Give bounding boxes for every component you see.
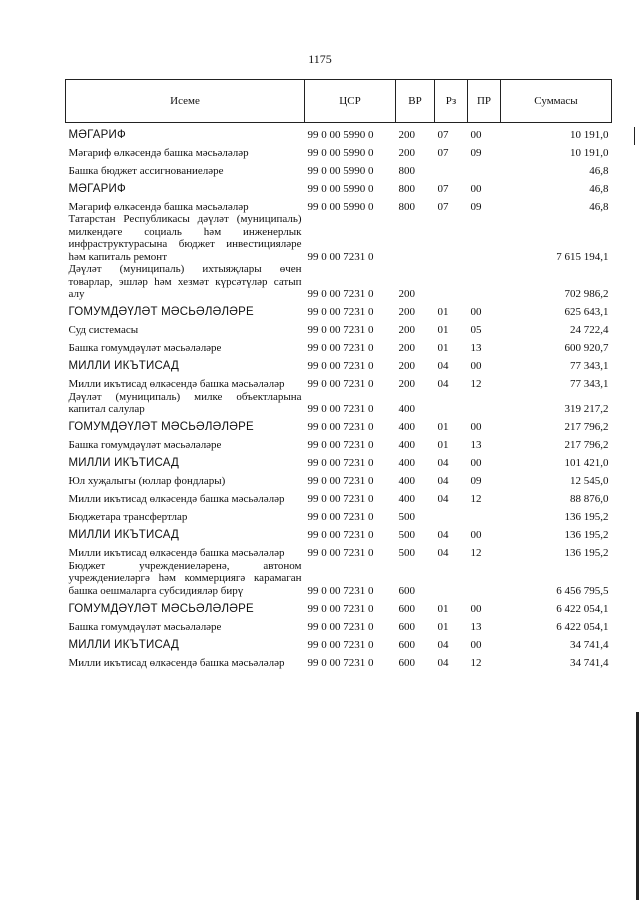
cell-pr: 13	[470, 342, 482, 354]
cell-vr: 800	[398, 164, 415, 177]
table-row	[66, 488, 612, 506]
cell-sum: 600 920,7	[564, 342, 609, 354]
cell-pr	[468, 159, 501, 177]
cell-pr	[468, 560, 501, 598]
cell-name: Милли икътисад өлкәсендә башка мәсьәләләр	[68, 378, 285, 390]
cell-sum: 217 796,2	[564, 421, 609, 433]
cell-vr: 400	[398, 439, 415, 451]
cell-csr: 99 0 00 7231 0	[307, 620, 374, 633]
cell-vr: 200	[398, 342, 415, 354]
cell-vr: 600	[398, 620, 415, 633]
table-row	[66, 597, 612, 615]
cell-pr: 00	[470, 602, 482, 615]
table-row	[66, 524, 612, 542]
cell-vr	[396, 213, 435, 263]
table-row	[66, 560, 612, 598]
cell-sum: 10 191,0	[570, 146, 609, 159]
cell-vr: 200	[398, 324, 415, 336]
cell-pr: 00	[470, 182, 482, 195]
table-row	[66, 470, 612, 488]
cell-pr: 00	[470, 306, 482, 318]
cell-name: Башка гомумдәүләт мәсьәләләре	[68, 342, 222, 354]
table-body	[66, 123, 612, 670]
cell-name: Милли икътисад өлкәсендә башка мәсьәләләр	[68, 656, 285, 669]
cell-pr: 09	[470, 200, 482, 213]
header-sum: Суммасы	[501, 80, 612, 123]
cell-csr: 99 0 00 7231 0	[307, 360, 374, 372]
table-row	[66, 416, 612, 434]
table-row	[66, 263, 612, 301]
cell-csr: 99 0 00 5990 0	[307, 146, 374, 159]
cell-sum: 136 195,2	[564, 547, 609, 559]
cell-csr: 99 0 00 7231 0	[307, 403, 374, 415]
cell-name: МИЛЛИ ИКЪТИСАД	[68, 638, 179, 651]
cell-pr: 12	[470, 547, 482, 559]
table-row	[66, 373, 612, 391]
cell-vr: 200	[398, 306, 415, 318]
cell-rz: 04	[437, 475, 449, 487]
table-row	[66, 177, 612, 195]
cell-vr: 400	[398, 421, 415, 433]
cell-sum: 702 986,2	[564, 288, 609, 300]
cell-csr: 99 0 00 7231 0	[307, 250, 374, 263]
cell-vr: 600	[398, 602, 415, 615]
cell-csr: 99 0 00 7231 0	[307, 547, 374, 559]
table-header	[66, 80, 612, 123]
table-row	[66, 506, 612, 524]
cell-sum: 46,8	[589, 182, 609, 195]
cell-pr: 00	[470, 638, 482, 651]
cell-pr: 13	[470, 620, 482, 633]
cell-vr: 800	[398, 182, 415, 195]
cell-vr: 200	[398, 360, 415, 372]
cell-rz: 04	[437, 493, 449, 505]
cell-csr: 99 0 00 7231 0	[307, 421, 374, 433]
cell-vr: 600	[398, 638, 415, 651]
table-row	[66, 301, 612, 319]
table-row	[66, 337, 612, 355]
cell-sum: 34 741,4	[570, 638, 609, 651]
cell-pr: 12	[470, 493, 482, 505]
cell-pr: 00	[470, 360, 482, 372]
cell-name: Дәүләт (муниципаль) милке объектларына капитал салулар	[68, 390, 302, 415]
table-row	[66, 651, 612, 669]
cell-sum: 12 545,0	[570, 475, 609, 487]
cell-csr: 99 0 00 7231 0	[307, 602, 374, 615]
cell-csr: 99 0 00 7231 0	[307, 511, 374, 523]
page-number: 1175	[308, 52, 332, 66]
header-csr: ЦСР	[305, 80, 396, 123]
cell-vr: 600	[398, 656, 415, 669]
cell-csr: 99 0 00 7231 0	[307, 529, 374, 541]
cell-sum: 101 421,0	[564, 457, 609, 469]
table-row	[66, 452, 612, 470]
cell-name: Милли икътисад өлкәсендә башка мәсьәләләр	[68, 547, 285, 559]
cell-rz: 07	[437, 146, 449, 159]
cell-vr: 200	[398, 288, 415, 300]
table-row	[66, 141, 612, 159]
cell-csr: 99 0 00 5990 0	[307, 182, 374, 195]
cell-rz: 01	[437, 342, 449, 354]
cell-sum: 88 876,0	[570, 493, 609, 505]
cell-name: МИЛЛИ ИКЪТИСАД	[68, 457, 179, 469]
cell-csr: 99 0 00 5990 0	[307, 164, 374, 177]
cell-rz: 07	[437, 200, 449, 213]
cell-rz	[435, 506, 468, 524]
cell-rz: 04	[437, 360, 449, 372]
cell-pr: 13	[470, 439, 482, 451]
cell-sum: 10 191,0	[570, 128, 609, 141]
cell-sum: 46,8	[589, 164, 609, 177]
cell-pr	[468, 263, 501, 301]
table-row	[66, 319, 612, 337]
cell-csr: 99 0 00 7231 0	[307, 288, 374, 300]
cell-vr: 200	[398, 128, 415, 141]
cell-rz: 01	[437, 421, 449, 433]
cell-csr: 99 0 00 7231 0	[307, 342, 374, 354]
cell-csr: 99 0 00 7231 0	[307, 324, 374, 336]
table-row	[66, 355, 612, 373]
cell-rz: 07	[437, 128, 449, 141]
cell-sum: 6 422 054,1	[556, 620, 609, 633]
cell-name: Мәгариф өлкәсендә башка мәсьәләләр	[68, 200, 249, 213]
cell-pr: 12	[470, 656, 482, 669]
cell-pr: 00	[470, 128, 482, 141]
cell-vr: 400	[398, 493, 415, 505]
cell-pr: 09	[470, 146, 482, 159]
table-row	[66, 615, 612, 633]
cell-name: МӘГАРИФ	[68, 182, 126, 195]
table-row	[66, 542, 612, 560]
budget-table	[65, 79, 612, 669]
cell-sum: 34 741,4	[570, 656, 609, 669]
cell-vr: 500	[398, 547, 415, 559]
cell-sum: 24 722,4	[570, 324, 609, 336]
cell-csr: 99 0 00 7231 0	[307, 378, 374, 390]
cell-name: Татарстан Республикасы дәүләт (муниципаль) милкендәге социаль һәм инженерлык инфраструктурасына бюджет инвестицияләре һәм капиталь ремонт	[68, 213, 302, 263]
cell-sum: 319 217,2	[564, 403, 609, 415]
cell-vr: 800	[398, 200, 415, 213]
cell-name: Башка гомумдәүләт мәсьәләләре	[68, 439, 222, 451]
cell-sum: 77 343,1	[570, 378, 609, 390]
cell-rz	[435, 560, 468, 598]
cell-csr: 99 0 00 7231 0	[307, 457, 374, 469]
cell-pr	[468, 391, 501, 416]
cell-name: МӘГАРИФ	[68, 128, 126, 141]
table-row	[66, 213, 612, 263]
cell-rz: 01	[437, 439, 449, 451]
cell-rz	[435, 213, 468, 263]
cell-vr: 400	[398, 403, 415, 415]
header-pr: ПР	[468, 80, 501, 123]
table-row	[66, 123, 612, 142]
cell-csr: 99 0 00 5990 0	[307, 200, 374, 213]
cell-sum: 136 195,2	[564, 529, 609, 541]
cell-csr: 99 0 00 7231 0	[307, 439, 374, 451]
cell-name: Суд системасы	[68, 324, 139, 336]
cell-sum: 625 643,1	[564, 306, 609, 318]
cell-vr: 200	[398, 146, 415, 159]
cell-sum: 6 456 795,5	[556, 584, 609, 597]
cell-rz: 01	[437, 306, 449, 318]
cell-name: ГОМУМДӘҮЛӘТ МӘСЬӘЛӘЛӘРЕ	[68, 306, 254, 318]
cell-csr: 99 0 00 5990 0	[307, 128, 374, 141]
cell-vr: 200	[398, 378, 415, 390]
cell-pr: 00	[470, 421, 482, 433]
cell-pr	[468, 213, 501, 263]
scan-edge-mark	[634, 127, 635, 145]
scan-edge-mark	[636, 712, 639, 900]
cell-name: Башка бюджет ассигнованиеләре	[68, 164, 224, 177]
cell-rz	[435, 391, 468, 416]
cell-rz	[435, 159, 468, 177]
cell-pr: 00	[470, 457, 482, 469]
cell-csr: 99 0 00 7231 0	[307, 656, 374, 669]
cell-sum: 217 796,2	[564, 439, 609, 451]
cell-name: Дәүләт (муниципаль) ихтыяҗлары өчен товарлар, эшләр һәм хезмәт күрсәтүләр сатып алу	[68, 263, 302, 300]
cell-sum: 46,8	[589, 200, 609, 213]
cell-rz	[435, 263, 468, 301]
table-row	[66, 391, 612, 416]
cell-pr: 09	[470, 475, 482, 487]
cell-pr	[468, 506, 501, 524]
cell-rz: 01	[437, 324, 449, 336]
cell-name: ГОМУМДӘҮЛӘТ МӘСЬӘЛӘЛӘРЕ	[68, 602, 254, 615]
cell-csr: 99 0 00 7231 0	[307, 306, 374, 318]
cell-name: Башка гомумдәүләт мәсьәләләре	[68, 620, 222, 633]
cell-csr: 99 0 00 7231 0	[307, 638, 374, 651]
cell-name: МИЛЛИ ИКЪТИСАД	[68, 529, 179, 541]
cell-name: МИЛЛИ ИКЪТИСАД	[68, 360, 179, 372]
cell-csr: 99 0 00 7231 0	[307, 475, 374, 487]
cell-rz: 04	[437, 638, 449, 651]
cell-vr: 400	[398, 457, 415, 469]
cell-rz: 04	[437, 457, 449, 469]
cell-name: Мәгариф өлкәсендә башка мәсьәләләр	[68, 146, 249, 159]
cell-sum: 6 422 054,1	[556, 602, 609, 615]
cell-vr: 500	[398, 511, 415, 523]
cell-csr: 99 0 00 7231 0	[307, 584, 374, 597]
cell-rz: 01	[437, 620, 449, 633]
cell-name: ГОМУМДӘҮЛӘТ МӘСЬӘЛӘЛӘРЕ	[68, 421, 254, 433]
cell-vr: 400	[398, 475, 415, 487]
table-row	[66, 434, 612, 452]
cell-name: Юл хуҗалыгы (юллар фондлары)	[68, 475, 226, 487]
header-name: Исеме	[66, 80, 305, 123]
header-vr: ВР	[396, 80, 435, 123]
cell-sum: 136 195,2	[564, 511, 609, 523]
table-row	[66, 633, 612, 651]
cell-name: Бюджет учреждениеләренә, автоном учреждениеләргә һәм коммерциягә карамаган башка оешмаларга субсидияләр бирү	[68, 559, 302, 597]
cell-rz: 01	[437, 602, 449, 615]
cell-sum: 7 615 194,1	[556, 250, 609, 263]
cell-rz: 04	[437, 378, 449, 390]
cell-vr: 500	[398, 529, 415, 541]
cell-rz: 04	[437, 529, 449, 541]
cell-name: Бюджетара трансфертлар	[68, 511, 188, 523]
cell-pr: 05	[470, 324, 482, 336]
cell-rz: 04	[437, 656, 449, 669]
cell-name: Милли икътисад өлкәсендә башка мәсьәләләр	[68, 493, 285, 505]
cell-vr: 600	[398, 584, 415, 597]
header-rz: Рз	[435, 80, 468, 123]
table-row	[66, 195, 612, 213]
cell-pr: 12	[470, 378, 482, 390]
table-row	[66, 159, 612, 177]
cell-rz: 07	[437, 182, 449, 195]
cell-rz: 04	[437, 547, 449, 559]
cell-pr: 00	[470, 529, 482, 541]
cell-sum: 77 343,1	[570, 360, 609, 372]
cell-csr: 99 0 00 7231 0	[307, 493, 374, 505]
